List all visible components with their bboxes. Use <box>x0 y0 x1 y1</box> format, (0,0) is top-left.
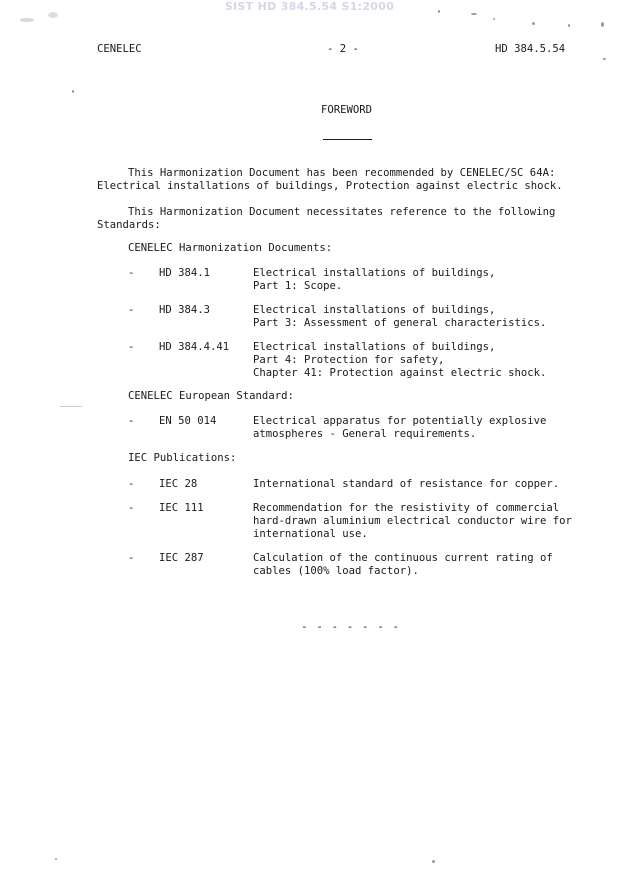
reference-line-1: This Harmonization Document necessitates reference to the following <box>128 206 556 218</box>
standard-code: HD 384.4.41 <box>159 341 230 353</box>
standard-title: Electrical installations of buildings, <box>253 267 496 279</box>
scan-speck <box>20 18 34 22</box>
standard-title: Electrical installations of buildings, <box>253 341 496 353</box>
section-heading-hd: CENELEC Harmonization Documents: <box>128 242 333 254</box>
page-number: - 2 - <box>327 43 359 55</box>
scan-speck <box>60 406 82 407</box>
list-bullet: - <box>128 267 135 279</box>
scan-speck <box>493 18 495 20</box>
standard-title: cables (100% load factor). <box>253 565 419 577</box>
list-bullet: - <box>128 304 135 316</box>
list-bullet: - <box>128 552 135 564</box>
standard-title: Part 4: Protection for safety, <box>253 354 445 366</box>
title-rule <box>323 139 372 140</box>
list-item <box>128 478 588 491</box>
scan-speck <box>603 58 606 60</box>
standard-title: hard-drawn aluminium electrical conductor wire for <box>253 515 572 527</box>
list-bullet: - <box>128 478 135 490</box>
scan-speck <box>532 22 535 25</box>
list-bullet: - <box>128 341 135 353</box>
standard-code: EN 50 014 <box>159 415 217 427</box>
standard-code: IEC 28 <box>159 478 198 490</box>
end-mark: - - - - - - - <box>301 620 401 633</box>
standard-title: Part 1: Scope. <box>253 280 343 292</box>
scan-speck <box>471 13 477 15</box>
scan-speck <box>601 22 604 27</box>
scan-speck <box>72 90 74 93</box>
standard-title: international use. <box>253 528 368 540</box>
list-item <box>128 267 588 293</box>
header-right: HD 384.5.54 <box>495 43 566 55</box>
scan-speck <box>438 10 440 13</box>
standard-title: atmospheres - General requirements. <box>253 428 477 440</box>
list-item <box>128 304 588 330</box>
scan-speck <box>48 12 58 18</box>
standard-title: International standard of resistance for copper. <box>253 478 560 490</box>
list-bullet: - <box>128 502 135 514</box>
watermark: SIST HD 384.5.54 S1:2000 <box>224 0 395 13</box>
scan-speck <box>432 860 435 863</box>
page-title: FOREWORD <box>321 104 373 116</box>
list-item <box>128 552 588 578</box>
reference-line-2: Standards: <box>97 219 161 231</box>
section-heading-en: CENELEC European Standard: <box>128 390 294 402</box>
standard-code: HD 384.1 <box>159 267 211 279</box>
intro-line-2: Electrical installations of buildings, Protection against electric shock. <box>97 180 563 192</box>
list-bullet: - <box>128 415 135 427</box>
standard-title: Calculation of the continuous current rating of <box>253 552 553 564</box>
header-left: CENELEC <box>97 43 142 55</box>
standard-code: IEC 111 <box>159 502 204 514</box>
standard-title: Recommendation for the resistivity of commercial <box>253 502 560 514</box>
standard-title: Part 3: Assessment of general characteristics. <box>253 317 547 329</box>
scan-speck <box>568 24 570 27</box>
section-heading-iec: IEC Publications: <box>128 452 237 464</box>
intro-line-1: This Harmonization Document has been recommended by CENELEC/SC 64A: <box>128 167 556 179</box>
list-item <box>128 415 588 441</box>
standard-title: Electrical apparatus for potentially explosive <box>253 415 547 427</box>
scan-speck <box>55 858 57 860</box>
standard-code: IEC 287 <box>159 552 204 564</box>
list-item <box>128 502 588 541</box>
standard-title: Chapter 41: Protection against electric shock. <box>253 367 547 379</box>
standard-code: HD 384.3 <box>159 304 211 316</box>
standard-title: Electrical installations of buildings, <box>253 304 496 316</box>
list-item <box>128 341 588 380</box>
